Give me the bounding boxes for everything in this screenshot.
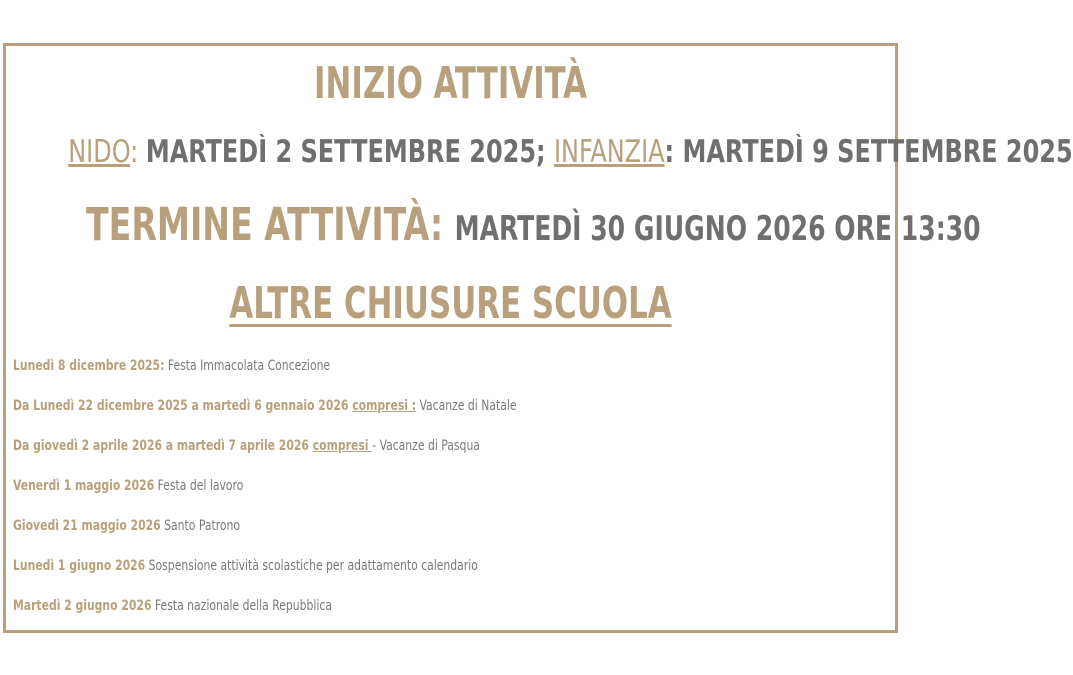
list-item — [13, 478, 761, 518]
end-label: TERMINE ATTIVITÀ: — [86, 198, 455, 251]
closure-date: Giovedì 21 maggio 2026 — [13, 518, 161, 534]
closure-date: Lunedì 1 giugno 2026 — [13, 558, 146, 574]
list-item — [13, 438, 761, 478]
closure-compresi: compresi : — [352, 398, 417, 414]
closure-desc: Sospensione attività scolastiche per adattamento calendario — [145, 558, 478, 574]
list-item — [13, 518, 761, 558]
closure-date: Martedì 2 giugno 2026 — [13, 598, 152, 614]
start-title: INIZIO ATTIVITÀ — [314, 58, 587, 109]
closure-desc: Vacanze di Natale — [416, 398, 517, 414]
start-dates — [68, 134, 1073, 170]
closure-date: Lunedì 8 dicembre 2025: — [13, 358, 165, 374]
closure-desc: Festa nazionale della Repubblica — [151, 598, 333, 614]
closure-desc: Festa del lavoro — [154, 478, 244, 494]
list-item — [13, 558, 761, 598]
end-activity — [86, 198, 981, 251]
infanzia-separator: : — [664, 134, 683, 170]
calendar-frame — [3, 43, 1073, 633]
infanzia-date: MARTEDÌ 9 SETTEMBRE 2025 — [682, 134, 1073, 170]
closure-date: Da giovedì 2 aprile 2026 a martedì 7 aprile 2026 — [13, 438, 313, 454]
list-item — [13, 598, 761, 638]
nido-date: MARTEDÌ 2 SETTEMBRE 2025; — [145, 134, 554, 170]
end-date: MARTEDÌ 30 GIUGNO 2026 ORE 13:30 — [454, 209, 981, 249]
closure-desc: Santo Patrono — [160, 518, 241, 534]
closure-separator: - — [372, 438, 377, 454]
list-item — [13, 398, 761, 438]
infanzia-label: INFANZIA — [553, 134, 665, 170]
closures-title: ALTRE CHIUSURE SCUOLA — [229, 278, 672, 329]
closure-compresi: compresi — [312, 438, 373, 454]
closure-date: Da Lunedì 22 dicembre 2025 a martedì 6 gennaio 2026 — [13, 398, 353, 414]
closure-desc: Vacanze di Pasqua — [376, 438, 480, 454]
list-item — [13, 358, 761, 398]
nido-separator: : — [130, 134, 146, 170]
closure-desc: Festa Immacolata Concezione — [164, 358, 331, 374]
closure-date: Venerdì 1 maggio 2026 — [13, 478, 155, 494]
nido-label: NIDO — [68, 134, 131, 170]
closures-list — [13, 358, 883, 638]
